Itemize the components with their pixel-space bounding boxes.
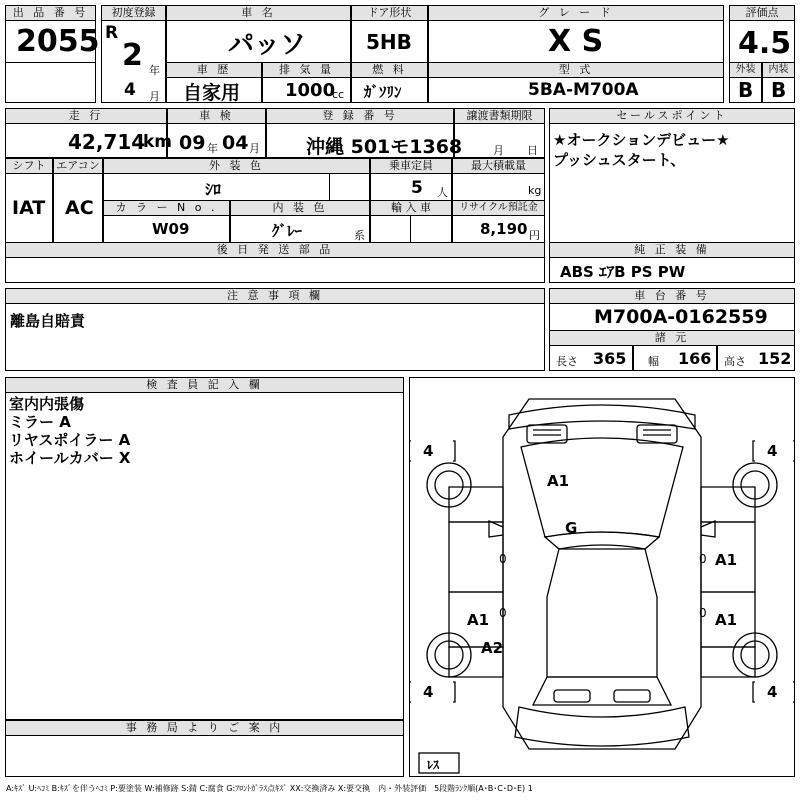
left-front-door xyxy=(449,522,503,592)
legend: A:ｷｽﾞ U:ﾍｺﾐ B:ｷｽﾞを伴うﾍｺﾐ P:要塗装 W:補修跡 S:錆 C:腐食 G:ﾌﾛﾝﾄｶﾞﾗｽ点ｷｽﾞ XX:交換済み X:要交換 内・外装評価 5段階ﾗﾝｸ順(A･B･C･D･E) 1 xyxy=(6,784,533,793)
reg-label: 登 録 番 号 xyxy=(266,108,454,124)
mark-bonnet: A1 xyxy=(547,472,570,490)
transfer-label: 譲渡書類期限 xyxy=(454,108,545,124)
import-label: 輸 入 車 xyxy=(370,200,452,216)
reg-value: 沖縄 501モ1368 xyxy=(306,136,463,158)
grade-value: X S xyxy=(548,24,604,59)
recycle-value: 8,190 xyxy=(480,220,528,238)
equip-label: 純 正 装 備 xyxy=(549,242,795,258)
mark-left-rear: A1 xyxy=(467,611,490,629)
inspection-year-unit: 年 xyxy=(207,142,218,155)
sales-points xyxy=(553,130,730,170)
spare-label: ﾚｽ xyxy=(427,758,440,772)
height-label: 高さ xyxy=(724,355,746,368)
score-value: 4.5 xyxy=(738,26,792,61)
recycle-label: リサイクル預託金 xyxy=(452,200,545,216)
notes-value: 離島自賠責 xyxy=(10,312,86,330)
ac-value: AC xyxy=(65,197,94,219)
mark-windshield: G xyxy=(565,519,578,537)
score-label: 評価点 xyxy=(729,5,795,21)
fuel-label: 燃 料 xyxy=(351,62,428,78)
first-reg-label: 初度登録 xyxy=(101,5,166,21)
displacement-label: 排 気 量 xyxy=(262,62,351,78)
car-name: パッソ xyxy=(228,30,307,60)
car-name-label: 車 名 xyxy=(166,5,351,21)
sales-point: ★オークションデビュー★ xyxy=(553,131,730,149)
int-grade-label: 内装 xyxy=(762,62,795,78)
displacement-value: 1000 xyxy=(285,80,336,101)
color-label: 外 装 色 xyxy=(103,158,370,174)
interior-unit: 系 xyxy=(354,229,365,242)
later-parts-cell xyxy=(5,257,545,283)
inspector-notes xyxy=(9,395,131,467)
zero-mark: 0 xyxy=(699,606,707,620)
rear-bumper xyxy=(515,707,689,746)
inspector-line: 室内内張傷 xyxy=(9,395,85,413)
inspector-line: ホイールカバー X xyxy=(9,449,131,467)
import-cell xyxy=(370,215,411,243)
rear-lamp-left xyxy=(554,690,590,702)
sales-point: プッシュスタート、 xyxy=(553,151,686,169)
fuel-value: ｶﾞｿﾘﾝ xyxy=(364,83,402,101)
inspector-label: 検 査 員 記 入 欄 xyxy=(5,377,404,393)
right-front-fender xyxy=(701,487,755,522)
mileage-value: 42,714 xyxy=(68,130,146,154)
spec-label: 諸 元 xyxy=(549,330,795,346)
load-unit: kg xyxy=(528,184,542,197)
lot-number: 2055 xyxy=(16,24,100,59)
door-label: ドア形状 xyxy=(351,5,428,21)
inspection-month-unit: 月 xyxy=(249,142,260,155)
ext-grade-value: B xyxy=(738,78,754,102)
first-reg-year: 2 xyxy=(122,38,143,73)
right-rear-fender xyxy=(701,647,755,677)
history-label: 車 歴 xyxy=(166,62,262,78)
chassis-value: M700A-0162559 xyxy=(594,306,768,328)
inspection-month: 04 xyxy=(222,132,249,154)
equip-value: ABS ｴｱB PS PW xyxy=(560,263,686,281)
length-value: 365 xyxy=(593,349,627,368)
ac-label: エアコン xyxy=(53,158,103,174)
load-label: 最大積載量 xyxy=(452,158,545,174)
model-value: 5BA-M700A xyxy=(528,80,639,100)
notes-cell xyxy=(5,303,545,371)
tire-value-front-right: 4 xyxy=(767,442,778,460)
office-label: 事 務 局 よ り ご 案 内 xyxy=(5,720,404,736)
office-cell xyxy=(5,735,404,777)
tire-value-rear-left: 4 xyxy=(423,683,434,701)
history-value: 自家用 xyxy=(183,82,241,104)
roof xyxy=(547,549,657,677)
transfer-day: 日 xyxy=(527,144,538,157)
door-value: 5HB xyxy=(366,30,412,54)
year-unit: 年 xyxy=(149,64,160,77)
first-reg-month: 4 xyxy=(124,80,136,100)
notes-label: 注 意 事 項 欄 xyxy=(5,288,545,304)
capacity-unit: 人 xyxy=(437,186,448,199)
mirror-left xyxy=(489,521,503,537)
zero-mark: 0 xyxy=(499,552,507,566)
height-value: 152 xyxy=(758,349,792,368)
tire-value-front-left: 4 xyxy=(423,442,434,460)
rear-lamp-right xyxy=(614,690,650,702)
width-label: 幅 xyxy=(648,355,659,368)
shift-value: IAT xyxy=(12,197,46,219)
color-value: ｼﾛ xyxy=(205,180,222,199)
inspector-line: リヤスポイラー A xyxy=(9,431,131,449)
int-grade-value: B xyxy=(771,78,787,102)
zero-mark: 0 xyxy=(699,552,707,566)
body-outline xyxy=(503,399,701,749)
inspection-label: 車 検 xyxy=(167,108,266,124)
zero-mark: 0 xyxy=(499,606,507,620)
width-value: 166 xyxy=(678,349,712,368)
colorno-label: カ ラ ー N o . xyxy=(103,200,230,216)
era: R xyxy=(105,23,119,43)
car-diagram xyxy=(409,377,795,777)
recycle-unit: 円 xyxy=(529,229,540,242)
lot-blank-cell xyxy=(5,62,96,103)
color-extra-cell xyxy=(329,173,370,201)
ext-grade-label: 外装 xyxy=(729,62,762,78)
model-label: 型 式 xyxy=(428,62,724,78)
inspection-year: 09 xyxy=(179,132,206,154)
tire-value-rear-right: 4 xyxy=(767,683,778,701)
displacement-unit: cc xyxy=(332,88,345,101)
transfer-month: 月 xyxy=(493,144,504,157)
grade-label: グ レ ー ド xyxy=(428,5,724,21)
mileage-unit: km xyxy=(143,132,173,152)
month-unit: 月 xyxy=(149,90,160,103)
mark-right-front: A1 xyxy=(715,551,738,569)
shift-label: シフト xyxy=(5,158,53,174)
mirror-right xyxy=(701,521,715,537)
capacity-label: 乗車定員 xyxy=(370,158,452,174)
mark-right-rear: A1 xyxy=(715,611,738,629)
left-front-fender xyxy=(449,487,503,522)
chassis-label: 車 台 番 号 xyxy=(549,288,795,304)
sales-label: セールスポイント xyxy=(549,108,795,124)
lot-label: 出 品 番 号 xyxy=(5,5,96,21)
bonnet xyxy=(521,438,683,537)
mileage-label: 走 行 xyxy=(5,108,167,124)
mark-left-rear-fender: A2 xyxy=(481,639,504,657)
later-parts-label: 後 日 発 送 部 品 xyxy=(5,242,545,258)
length-label: 長さ xyxy=(556,355,578,368)
inspector-line: ミラー A xyxy=(9,413,71,431)
import-cell-2 xyxy=(410,215,452,243)
colorno-value: W09 xyxy=(152,220,190,238)
windshield xyxy=(545,532,659,549)
capacity-value: 5 xyxy=(411,178,423,198)
interior-label: 内 装 色 xyxy=(230,200,370,216)
interior-value: ｸﾞﾚｰ xyxy=(272,222,303,240)
